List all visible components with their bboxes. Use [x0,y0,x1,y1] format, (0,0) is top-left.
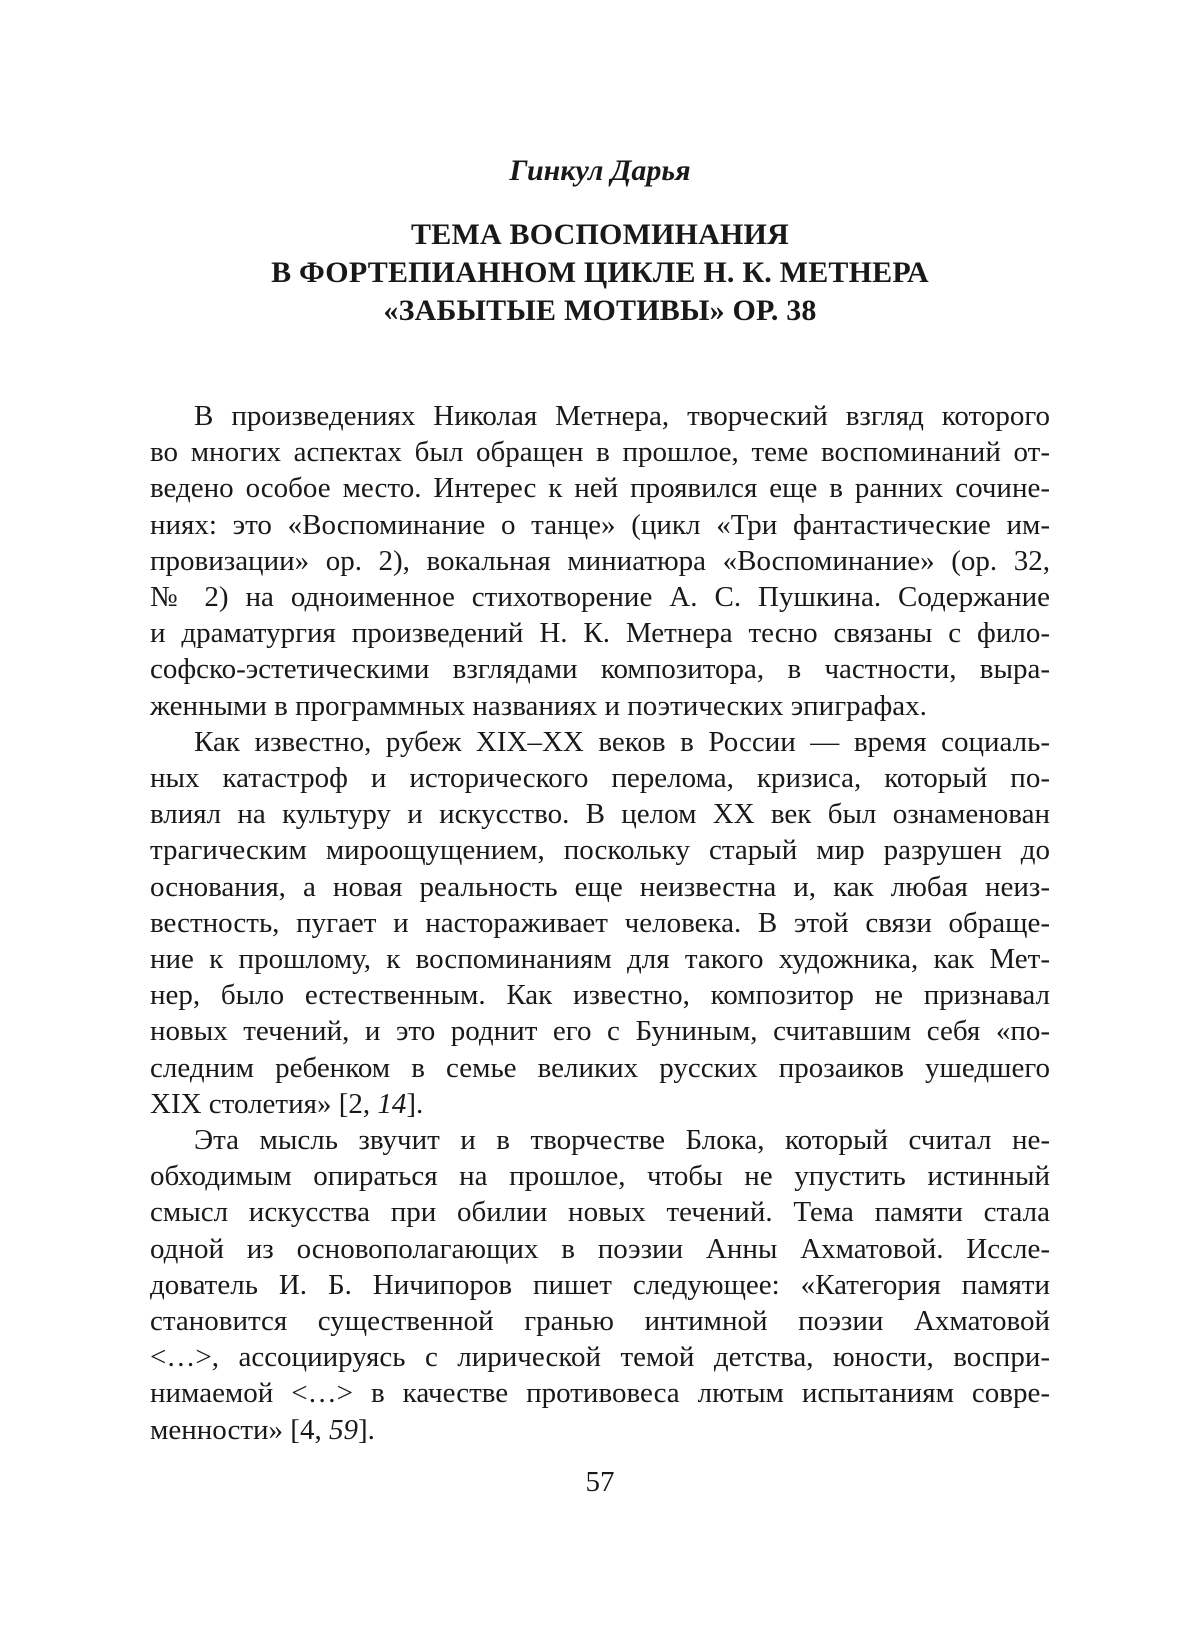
text-line-p2-l1: Как известно, рубеж XIX–XX веков в России — время социаль- [194,725,1050,758]
text-line-p1-l4: ниях: это «Воспоминание о танце» (цикл «Три фантастические им- [150,508,1050,541]
article-title-line-2: В ФОРТЕПИАННОМ ЦИКЛЕ Н. К. МЕТНЕРА [271,256,929,289]
text-line-p1-l5: провизации» ор. 2), вокальная миниатюра «Воспоминание» (ор. 32, [150,544,1050,577]
text-line-p3-l4: одной из основополагающих в поэзии Анны Ахматовой. Иссле- [150,1232,1050,1265]
text-line-p1-l2: во многих аспектах был обращен в прошлое, теме воспоминаний от- [150,436,1050,469]
text-line-p3-l2: обходимым опираться на прошлое, чтобы не упустить истинный [150,1160,1050,1193]
text-line-p2-l7: ние к прошлому, к воспоминаниям для такого художника, как Мет- [150,943,1050,976]
text-line-p2-l3: влиял на культуру и искусство. В целом XX век был ознаменован [150,798,1050,831]
page-number: 57 [585,1466,615,1498]
text-line-p3-l7: <…>, ассоциируясь с лирической темой детства, юности, воспри- [150,1341,1050,1374]
text-line-p3-l6: становится существенной гранью интимной поэзии Ахматовой [150,1305,1050,1338]
text-line-p3-l5: дователь И. Б. Ничипоров пишет следующее: «Категория памяти [150,1268,1050,1301]
text-line-p2-l2: ных катастроф и исторического перелома, кризиса, который по- [150,762,1050,795]
text-line-p2-l11: XIX столетия» [2, 14]. [150,1087,424,1120]
text-line-p1-l3: ведено особое место. Интерес к ней проявился еще в ранних сочине- [150,472,1050,505]
body-text [150,398,1050,1448]
text-line-p3-l9: менности» [4, 59]. [150,1413,375,1446]
article-title [130,216,1070,330]
article-title-line-1: ТЕМА ВОСПОМИНАНИЯ [411,218,789,251]
text-line-p3-l8: нимаемой <…> в качестве противовеса лютым испытаниям совре- [150,1377,1050,1410]
text-line-p2-l5: основания, а новая реальность еще неизвестна и, как любая неиз- [150,870,1050,903]
text-line-p2-l6: вестность, пугает и настораживает человека. В этой связи обраще- [150,906,1050,939]
article-title-line-3: «ЗАБЫТЫЕ МОТИВЫ» ОР. 38 [383,294,817,327]
text-line-p2-l9: новых течений, и это роднит его с Буниным, считавшим себя «по- [150,1015,1050,1048]
text-line-p1-l9: женными в программных названиях и поэтических эпиграфах. [150,689,927,722]
text-line-p2-l4: трагическим мироощущением, поскольку старый мир разрушен до [150,834,1050,867]
text-line-p2-l8: нер, было естественным. Как известно, композитор не признавал [150,979,1050,1012]
author-name: Гинкул Дарья [509,154,691,187]
text-line-p3-l3: смысл искусства при обилии новых течений. Тема памяти стала [150,1196,1050,1229]
text-line-p3-l1: Эта мысль звучит и в творчестве Блока, который считал не- [194,1124,1050,1157]
text-line-p1-l6: № 2) на одноименное стихотворение А. С. Пушкина. Содержание [150,581,1050,614]
text-line-p1-l7: и драматургия произведений Н. К. Метнера тесно связаны с фило- [150,617,1050,650]
text-line-p2-l10: следним ребенком в семье великих русских прозаиков ушедшего [150,1051,1050,1084]
text-line-p1-l8: софско-эстетическими взглядами композитора, в частности, выра- [150,653,1050,686]
text-line-p1-l1: В произведениях Николая Метнера, творческий взгляд которого [194,400,1050,432]
